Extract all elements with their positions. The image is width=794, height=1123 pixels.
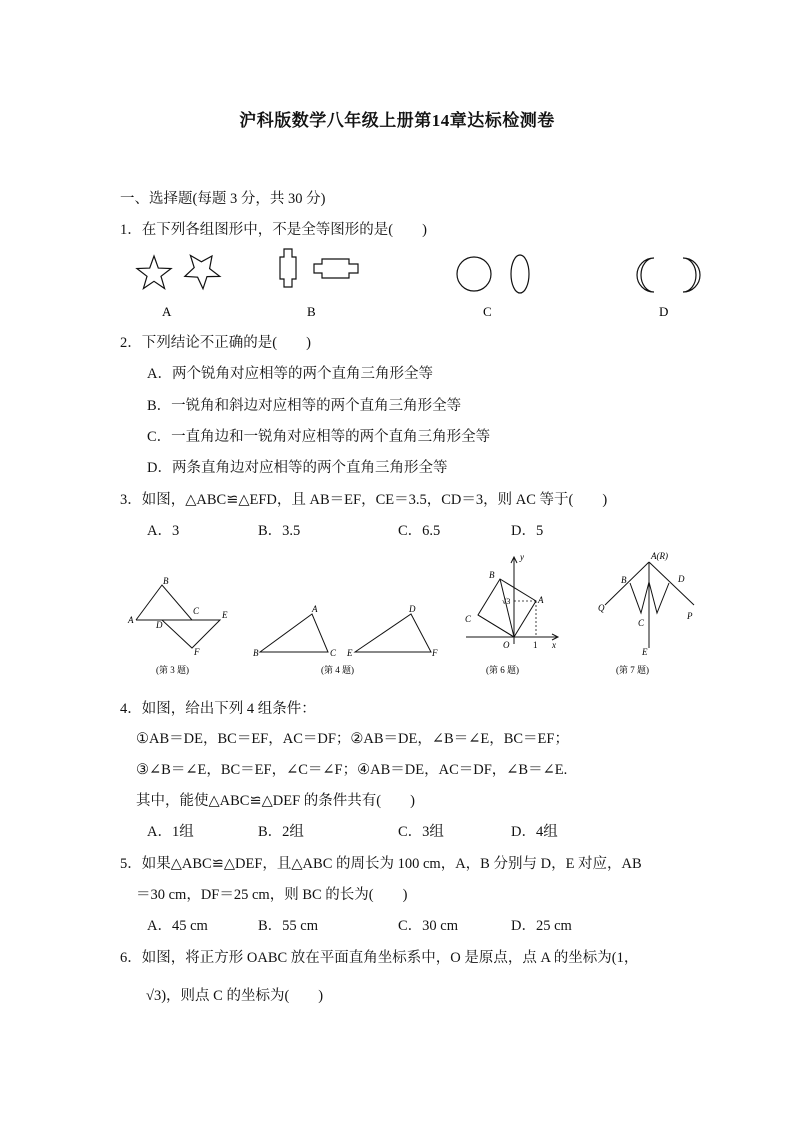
fig7-label-e: E xyxy=(642,647,648,657)
question-5-option-b: B．55 cm xyxy=(258,918,319,934)
question-5-line-1: 5．如果△ABC≌△DEF，且△ABC 的周长为 100 cm，A，B 分别与 D，E 对应，AB xyxy=(120,856,642,872)
question-2-stem: 2．下列结论不正确的是( ) xyxy=(120,335,311,351)
question-4-option-d: D．4组 xyxy=(511,824,558,840)
question-4-ask: 其中，能使△ABC≌△DEF 的条件共有( ) xyxy=(136,793,415,809)
question-1-figures xyxy=(120,244,710,322)
fig6-label-o: O xyxy=(503,640,510,650)
fig3-label-a: A xyxy=(128,615,134,625)
figure-7 xyxy=(598,551,694,675)
question-5-option-c: C．30 cm xyxy=(398,918,459,934)
question-6-line-2: √3)，则点 C 的坐标为( ) xyxy=(146,988,324,1004)
circle-ellipse-shapes xyxy=(457,255,529,293)
fig6-label-a: A xyxy=(538,595,544,605)
question-2-option-a: A．两个锐角对应相等的两个直角三角形全等 xyxy=(147,366,433,382)
fig6-label-one: 1 xyxy=(533,640,538,650)
question-4-option-c: C．3组 xyxy=(398,824,444,840)
fig7-caption: (第 7 题) xyxy=(616,665,649,675)
fig4-label-d: D xyxy=(409,604,416,614)
fig6-label-y: y xyxy=(520,552,524,562)
fig6-label-b: B xyxy=(489,570,495,580)
fig7-label-b: B xyxy=(621,575,627,585)
question-2-option-d: D．两条直角边对应相等的两个直角三角形全等 xyxy=(147,460,448,476)
option-label-d: D xyxy=(659,304,669,319)
fig6-label-sqrt3: √3 xyxy=(502,597,511,606)
fig3-label-d: D xyxy=(156,620,163,630)
star-shapes xyxy=(137,255,220,288)
question-4-stem: 4．如图，给出下列 4 组条件： xyxy=(120,701,316,717)
figure-6 xyxy=(465,552,558,675)
fig3-label-b: B xyxy=(163,576,169,586)
fig4-label-e: E xyxy=(347,648,353,658)
fig4-label-f: F xyxy=(432,648,438,658)
question-3-option-a: A．3 xyxy=(147,523,180,539)
fig7-label-q: Q xyxy=(598,603,605,613)
option-label-a: A xyxy=(162,304,172,319)
fig7-label-p: P xyxy=(687,611,693,621)
fig3-caption: (第 3 题) xyxy=(156,665,189,675)
question-4-conditions-1: ①AB＝DE，BC＝EF，AC＝DF；②AB＝DE，∠B＝∠E，BC＝EF； xyxy=(136,731,569,747)
cross-shapes xyxy=(280,249,358,287)
question-4-option-a: A．1组 xyxy=(147,824,194,840)
fig4-label-a: A xyxy=(312,604,318,614)
question-3-stem: 3．如图，△ABC≌△EFD，且 AB＝EF，CE＝3.5，CD＝3，则 AC 等于( ) xyxy=(120,492,608,508)
question-5-option-a: A．45 cm xyxy=(147,918,208,934)
question-6-line-1: 6．如图，将正方形 OABC 放在平面直角坐标系中，O 是原点，点 A 的坐标为(1， xyxy=(120,950,639,966)
question-2-option-b: B．一锐角和斜边对应相等的两个直角三角形全等 xyxy=(147,398,462,414)
fig4-label-b: B xyxy=(253,648,259,658)
fig7-label-ar: A(R) xyxy=(651,551,668,561)
fig6-label-x: x xyxy=(552,640,556,650)
option-label-c: C xyxy=(483,304,492,319)
question-3-option-d: D．5 xyxy=(511,523,544,539)
figures-row xyxy=(120,548,710,684)
figure-3 xyxy=(127,576,228,675)
question-5-line-2: ＝30 cm，DF＝25 cm，则 BC 的长为( ) xyxy=(136,887,408,903)
question-3-option-c: C．6.5 xyxy=(398,523,441,539)
fig4-label-c: C xyxy=(330,648,337,658)
figure-4 xyxy=(253,604,438,675)
fig7-label-d: D xyxy=(678,574,685,584)
section-heading: 一、选择题(每题 3 分，共 30 分) xyxy=(120,191,326,207)
question-3-option-b: B．3.5 xyxy=(258,523,301,539)
question-4-option-b: B．2组 xyxy=(258,824,304,840)
fig7-label-c: C xyxy=(638,618,645,628)
fig3-label-f: F xyxy=(194,647,200,657)
fig6-label-c: C xyxy=(465,614,472,624)
fig3-label-e: E xyxy=(222,610,228,620)
question-2-option-c: C．一直角边和一锐角对应相等的两个直角三角形全等 xyxy=(147,429,491,445)
page-title: 沪科版数学八年级上册第14章达标检测卷 xyxy=(239,111,555,130)
fig4-caption: (第 4 题) xyxy=(321,665,354,675)
fig6-caption: (第 6 题) xyxy=(486,665,519,675)
option-label-b: B xyxy=(307,304,316,319)
question-5-option-d: D．25 cm xyxy=(511,918,572,934)
question-4-conditions-2: ③∠B＝∠E，BC＝EF，∠C＝∠F；④AB＝DE，AC＝DF，∠B＝∠E. xyxy=(136,762,568,778)
question-1-stem: 1．在下列各组图形中，不是全等图形的是( ) xyxy=(120,222,427,238)
crescent-shapes xyxy=(637,258,700,292)
fig3-label-c: C xyxy=(193,606,200,616)
